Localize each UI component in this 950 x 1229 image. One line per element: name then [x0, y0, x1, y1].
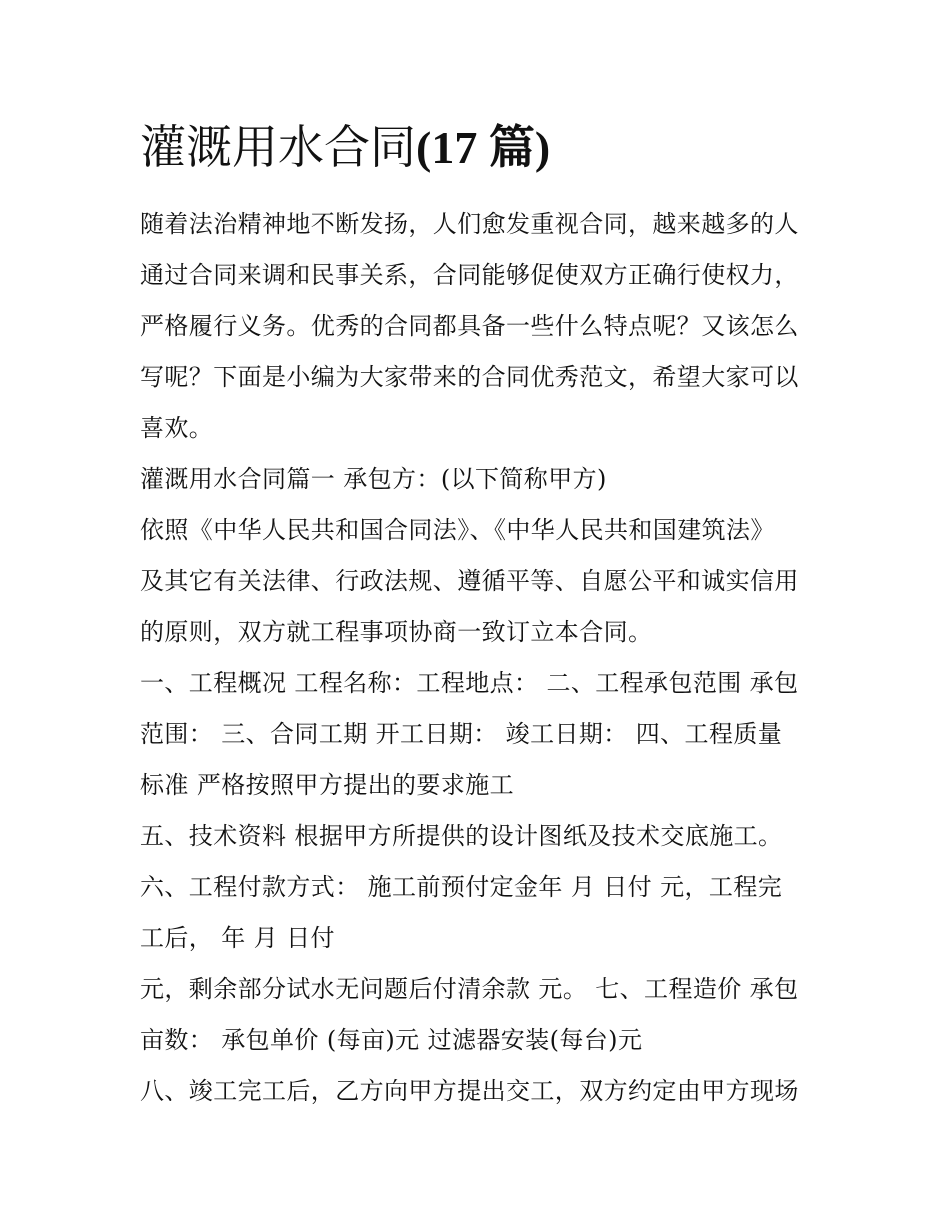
document-title [140, 114, 550, 181]
text-line: 范围： 三、合同工期 开工日期： 竣工日期： 四、工程质量 [140, 720, 783, 748]
text-line: 随着法治精神地不断发扬，人们愈发重视合同，越来越多的人 [140, 210, 799, 238]
text-line: 喜欢。 [140, 414, 214, 442]
text-line: 亩数： 承包单价 (每亩)元 过滤器安装(每台)元 [140, 1026, 643, 1054]
text-line: 通过合同来调和民事关系，合同能够促使双方正确行使权力， [140, 261, 799, 289]
text-line: 标准 严格按照甲方提出的要求施工 [140, 771, 515, 799]
text-line: 的原则，双方就工程事项协商一致订立本合同。 [140, 618, 653, 646]
text-line: 依照《中华人民共和国合同法》、《中华人民共和国建筑法》 [140, 516, 775, 544]
text-line: 及其它有关法律、行政法规、遵循平等、自愿公平和诚实信用 [140, 567, 799, 595]
document-body [140, 201, 820, 1119]
text-line: 八、竣工完工后，乙方向甲方提出交工，双方约定由甲方现场 [140, 1077, 799, 1105]
text-line: 严格履行义务。优秀的合同都具备一些什么特点呢？又该怎么 [140, 312, 799, 340]
section-heading-line: 灌溉用水合同篇一 承包方：(以下简称甲方) [140, 465, 607, 493]
text-line: 元，剩余部分试水无问题后付清余款 元。 七、工程造价 承包 [140, 975, 799, 1003]
text-line: 一、工程概况 工程名称：工程地点： 二、工程承包范围 承包 [140, 669, 799, 697]
title-main: 灌溉用水合同 [140, 120, 416, 174]
text-line: 写呢？下面是小编为大家带来的合同优秀范文，希望大家可以 [140, 363, 799, 391]
text-line: 工后， 年 月 日付 [140, 924, 335, 952]
text-line: 六、工程付款方式： 施工前预付定金年 月 日付 元，工程完 [140, 873, 783, 901]
text-line: 五、技术资料 根据甲方所提供的设计图纸及技术交底施工。 [140, 822, 783, 850]
title-suffix: (17 篇) [416, 122, 551, 173]
